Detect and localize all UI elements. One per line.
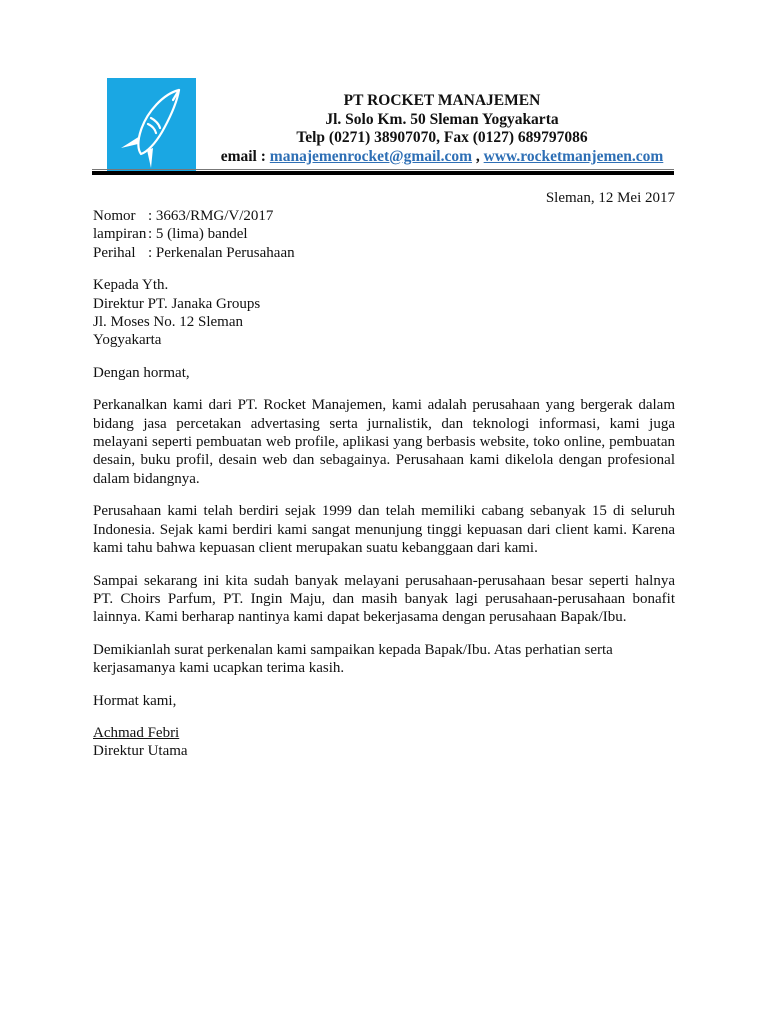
paragraph-history: Perusahaan kami telah berdiri sejak 1999 dan telah memiliki cabang sebanyak 15 di seluruh Indonesia. Sejak kami berdiri kami sangat menunjung tinggi kepuasan dari client kami. Karena kami tahu bahwa kepuasan client merupakan suatu kebanggaan dari kami.	[93, 503, 675, 557]
email-link[interactable]: manajemenrocket@gmail.com	[269, 147, 473, 165]
header-rule-thin	[92, 169, 674, 170]
paragraph-closing: Demikianlah surat perkenalan kami sampaikan kepada Bapak/Ibu. Atas perhatian serta kerjasamanya kami ucapkan terima kasih.	[93, 641, 613, 677]
company-contact-line	[200, 148, 684, 167]
salutation: Dengan hormat,	[93, 364, 190, 381]
email-label: email :	[220, 147, 270, 165]
meta-row-lampiran	[93, 225, 675, 243]
rocket-icon	[107, 78, 196, 171]
meta-label: Nomor	[93, 208, 136, 224]
company-phone-fax: Telp (0271) 38907070, Fax (0127) 689797086	[296, 129, 588, 146]
meta-row-perihal	[93, 244, 675, 262]
company-address: Jl. Solo Km. 50 Sleman Yogyakarta	[325, 110, 559, 128]
recipient-block	[93, 276, 675, 350]
meta-value: : 5 (lima) bandel	[148, 226, 248, 243]
recipient-line: Yogyakarta	[93, 332, 162, 349]
paragraph-clients: Sampai sekarang ini kita sudah banyak melayani perusahaan-perusahaan besar seperti halnya PT. Choirs Parfum, PT. Ingin Maju, dan masih banyak lagi perusahaan-perusahaan bonafit lainnya. Kami berharap nantinya kami dapat bekerjasama dengan perusahaan Bapak/Ibu.	[93, 572, 675, 626]
letterhead	[200, 92, 684, 166]
recipient-line: Kepada Yth.	[93, 277, 169, 294]
place-date: Sleman, 12 Mei 2017	[545, 190, 675, 206]
recipient-line: Direktur PT. Janaka Groups	[93, 295, 261, 312]
signer-name: Achmad Febri	[93, 724, 180, 741]
meta-value: : Perkenalan Perusahaan	[148, 244, 295, 261]
signature-block	[93, 724, 675, 761]
paragraph-introduction: Perkanalkan kami dari PT. Rocket Manajemen, kami adalah perusahaan yang bergerak dalam bidang jasa percetakan advertasing serta jurnalistik, dan teknologi informasi, kami juga melayani seperti pembuatan web profile, aplikasi yang berbasis website, toko online, pembuatan desain, buku profil, desain web dan sebagainya. Perusahaan kami dikelola dengan profesional dalam bidangnya.	[93, 397, 675, 487]
company-logo	[107, 78, 196, 171]
meta-row-nomor	[93, 207, 675, 225]
meta-label: Perihal	[93, 244, 136, 261]
letter-meta	[93, 207, 675, 262]
recipient-line: Jl. Moses No. 12 Sleman	[93, 314, 243, 331]
contact-separator: ,	[472, 147, 484, 165]
header-rule-thick	[92, 171, 674, 175]
letter-body	[93, 207, 675, 761]
meta-value: : 3663/RMG/V/2017	[148, 208, 274, 224]
meta-label: lampiran	[93, 226, 147, 243]
signer-title: Direktur Utama	[93, 743, 188, 760]
closing-phrase: Hormat kami,	[93, 692, 177, 709]
website-link[interactable]: www.rocketmanjemen.com	[483, 147, 664, 165]
company-name: PT ROCKET MANAJEMEN	[343, 92, 541, 109]
